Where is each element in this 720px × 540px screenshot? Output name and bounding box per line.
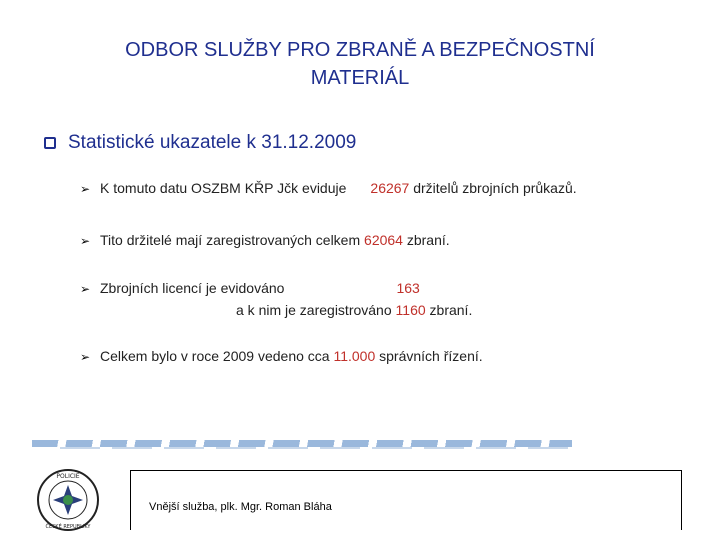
footer-text: Vnější služba, plk. Mgr. Roman Bláha bbox=[149, 501, 332, 513]
item-value: 62064 bbox=[364, 232, 403, 248]
item-text-suffix: zbraní. bbox=[429, 302, 473, 318]
list-item bbox=[80, 280, 420, 296]
decorative-stripe bbox=[32, 440, 572, 447]
arrow-bullet-icon: ➢ bbox=[80, 282, 91, 296]
arrow-bullet-icon: ➢ bbox=[80, 350, 91, 364]
checkbox-bullet-icon bbox=[44, 137, 56, 149]
item-text: Zbrojních licencí je evidováno bbox=[100, 280, 285, 296]
page-title bbox=[60, 36, 660, 92]
list-item bbox=[80, 348, 483, 364]
item-value: 26267 bbox=[370, 180, 410, 196]
item-text: a k nim je zaregistrováno bbox=[236, 302, 392, 318]
item-text-suffix: zbraní. bbox=[406, 232, 450, 248]
list-item-continuation bbox=[236, 302, 472, 318]
title-line-2: MATERIÁL bbox=[310, 67, 410, 89]
arrow-bullet-icon: ➢ bbox=[80, 234, 91, 248]
item-text-suffix: správních řízení. bbox=[379, 348, 483, 364]
title-line-1: ODBOR SLUŽBY PRO ZBRANĚ A BEZPEČNOSTNÍ bbox=[125, 39, 595, 61]
police-badge-icon bbox=[36, 468, 100, 532]
item-value: 1160 bbox=[395, 302, 426, 318]
arrow-bullet-icon: ➢ bbox=[80, 182, 91, 196]
item-text: Tito držitelé mají zaregistrovaných celkem bbox=[100, 232, 361, 248]
list-item bbox=[80, 232, 450, 248]
section-heading-text: Statistické ukazatele k 31.12.2009 bbox=[68, 132, 357, 153]
svg-text:POLICIE: POLICIE bbox=[56, 473, 80, 480]
section-heading bbox=[44, 132, 356, 154]
list-item bbox=[80, 180, 577, 196]
decorative-stripe-thin bbox=[60, 447, 570, 449]
item-text: K tomuto datu OSZBM KŘP Jčk eviduje bbox=[100, 180, 347, 196]
item-text: Celkem bylo v roce 2009 vedeno cca bbox=[100, 348, 330, 364]
footer-box bbox=[130, 470, 682, 530]
svg-text:ČESKÉ REPUBLIKY: ČESKÉ REPUBLIKY bbox=[45, 524, 91, 530]
item-text-suffix: držitelů zbrojních průkazů. bbox=[413, 180, 577, 196]
item-value: 163 bbox=[396, 280, 420, 296]
item-value: 11.000 bbox=[333, 348, 376, 364]
